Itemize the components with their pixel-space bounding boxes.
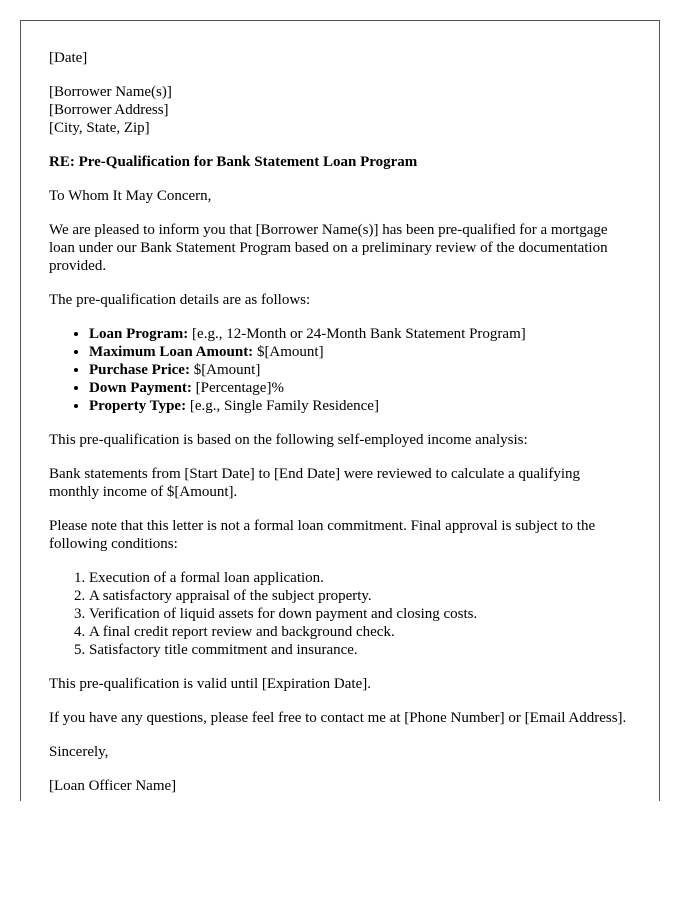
letter-page xyxy=(20,20,660,801)
analysis-paragraph: Bank statements from [Start Date] to [End Date] were reviewed to calculate a qualifying monthly income of $[Amount]. xyxy=(49,466,581,500)
condition-item: 5. Satisfactory title commitment and insurance. xyxy=(89,641,631,659)
detail-value: [e.g., Single Family Residence] xyxy=(186,398,379,414)
recipient-block xyxy=(49,83,631,137)
condition-item: 4. A final credit report review and background check. xyxy=(89,623,631,641)
recipient-city-state-zip: [City, State, Zip] xyxy=(49,120,150,136)
letter-body xyxy=(21,21,659,795)
condition-item: 3. Verification of liquid assets for down payment and closing costs. xyxy=(89,605,631,623)
contact-paragraph: If you have any questions, please feel free to contact me at [Phone Number] or [Email Address]. xyxy=(49,710,627,726)
detail-value: [Percentage]% xyxy=(191,380,284,396)
conditions-list xyxy=(49,569,631,659)
validity-paragraph: This pre-qualification is valid until [Expiration Date]. xyxy=(49,676,371,692)
signer-name: [Loan Officer Name] xyxy=(49,778,177,794)
detail-value: $[Amount] xyxy=(253,344,324,360)
intro-paragraph: We are pleased to inform you that [Borrower Name(s)] has been pre-qualified for a mortgage loan under our Bank Statement Program based on a preliminary review of the documentation provided. xyxy=(49,222,608,274)
details-intro: The pre-qualification details are as follows: xyxy=(49,292,311,308)
detail-label: Property Type: xyxy=(89,398,187,414)
detail-item xyxy=(89,343,631,361)
detail-item xyxy=(89,379,631,397)
condition-item: 2. A satisfactory appraisal of the subject property. xyxy=(89,587,631,605)
condition-item: 1. Execution of a formal loan application. xyxy=(89,569,631,587)
detail-value: $[Amount] xyxy=(189,362,261,378)
subject-line: RE: Pre-Qualification for Bank Statement Loan Program xyxy=(49,154,418,170)
detail-item xyxy=(89,361,631,379)
recipient-name: [Borrower Name(s)] xyxy=(49,84,172,100)
salutation: To Whom It May Concern, xyxy=(49,188,212,204)
closing: Sincerely, xyxy=(49,744,109,760)
detail-label: Down Payment: xyxy=(89,380,192,396)
detail-item xyxy=(89,397,631,415)
conditions-intro: Please note that this letter is not a formal loan commitment. Final approval is subject to the following conditions: xyxy=(49,518,596,552)
letter-date: [Date] xyxy=(49,50,88,66)
detail-label: Maximum Loan Amount: xyxy=(89,344,254,360)
detail-item xyxy=(89,325,631,343)
analysis-intro: This pre-qualification is based on the following self-employed income analysis: xyxy=(49,432,528,448)
recipient-address: [Borrower Address] xyxy=(49,102,169,118)
detail-value: [e.g., 12-Month or 24-Month Bank Statement Program] xyxy=(188,326,526,342)
detail-label: Purchase Price: xyxy=(89,362,190,378)
details-list xyxy=(49,325,631,415)
detail-label: Loan Program: xyxy=(89,326,189,342)
